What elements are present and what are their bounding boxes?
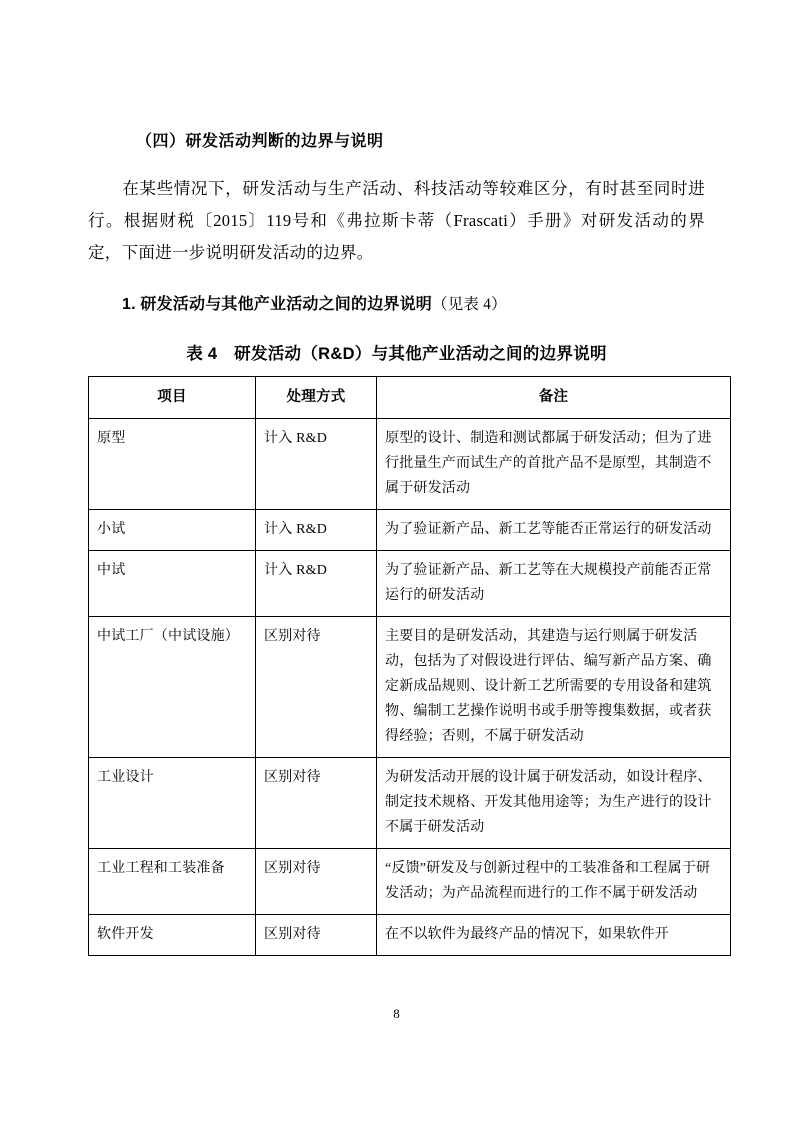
cell-remark: 为了验证新产品、新工艺等能否正常运行的研发活动 (377, 510, 731, 551)
section-heading: （四）研发活动判断的边界与说明 (136, 133, 384, 150)
table-header-treatment: 处理方式 (256, 377, 377, 419)
cell-remark: 原型的设计、制造和测试都属于研发活动；但为了进行批量生产而试生产的首批产品不是原型，其制造不属于研发活动 (377, 419, 731, 510)
cell-treatment: 计入 R&D (256, 551, 377, 617)
table-row (89, 510, 731, 551)
cell-treatment: 计入 R&D (256, 510, 377, 551)
cell-remark: 为了验证新产品、新工艺等在大规模投产前能否正常运行的研发活动 (377, 551, 731, 617)
cell-remark: 为研发活动开展的设计属于研发活动，如设计程序、制定技术规格、开发其他用途等；为生产进行的设计不属于研发活动 (377, 758, 731, 849)
table-row (89, 419, 731, 510)
table-row (89, 915, 731, 956)
table-row (89, 758, 731, 849)
cell-item: 中试 (89, 551, 256, 617)
table-body (89, 419, 731, 956)
cell-treatment: 区别对待 (256, 915, 377, 956)
table-header (89, 377, 731, 419)
subsection-heading (88, 291, 705, 314)
page-content (88, 128, 712, 956)
cell-treatment: 区别对待 (256, 758, 377, 849)
subsection-heading-text: 1. 研发活动与其他产业活动之间的边界说明 (122, 296, 432, 313)
table-row (89, 551, 731, 617)
table-row (89, 849, 731, 915)
intro-paragraph (88, 173, 705, 269)
cell-item: 软件开发 (89, 915, 256, 956)
cell-treatment: 区别对待 (256, 617, 377, 758)
cell-item: 原型 (89, 419, 256, 510)
intro-paragraph-text: 在某些情况下，研发活动与生产活动、科技活动等较难区分，有时甚至同时进行。根据财税〔2015〕119号和《弗拉斯卡蒂（Frascati）手册》对研发活动的界定，下面进一步说明研发活动的边界。 (88, 179, 705, 262)
cell-item: 小试 (89, 510, 256, 551)
cell-item: 工业工程和工装准备 (89, 849, 256, 915)
page-number: 8 (393, 1006, 400, 1021)
table-header-remark: 备注 (377, 377, 731, 419)
subsection-heading-note: （见表 4） (432, 296, 507, 313)
cell-treatment: 计入 R&D (256, 419, 377, 510)
cell-remark: 在不以软件为最终产品的情况下，如果软件开 (377, 915, 731, 956)
table-caption: 表 4 研发活动（R&D）与其他产业活动之间的边界说明 (186, 345, 607, 363)
boundary-table (88, 376, 731, 956)
table-row (89, 617, 731, 758)
table-header-item: 项目 (89, 377, 256, 419)
cell-item: 工业设计 (89, 758, 256, 849)
cell-item: 中试工厂（中试设施） (89, 617, 256, 758)
table-header-row (89, 377, 731, 419)
cell-treatment: 区别对待 (256, 849, 377, 915)
cell-remark: 主要目的是研发活动，其建造与运行则属于研发活动，包括为了对假设进行评估、编写新产品方案、确定新成品规则、设计新工艺所需要的专用设备和建筑物、编制工艺操作说明书或手册等搜集数据，或者获得经验；否则，不属于研发活动 (377, 617, 731, 758)
cell-remark: “反馈”研发及与创新过程中的工装准备和工程属于研发活动；为产品流程而进行的工作不属于研发活动 (377, 849, 731, 915)
